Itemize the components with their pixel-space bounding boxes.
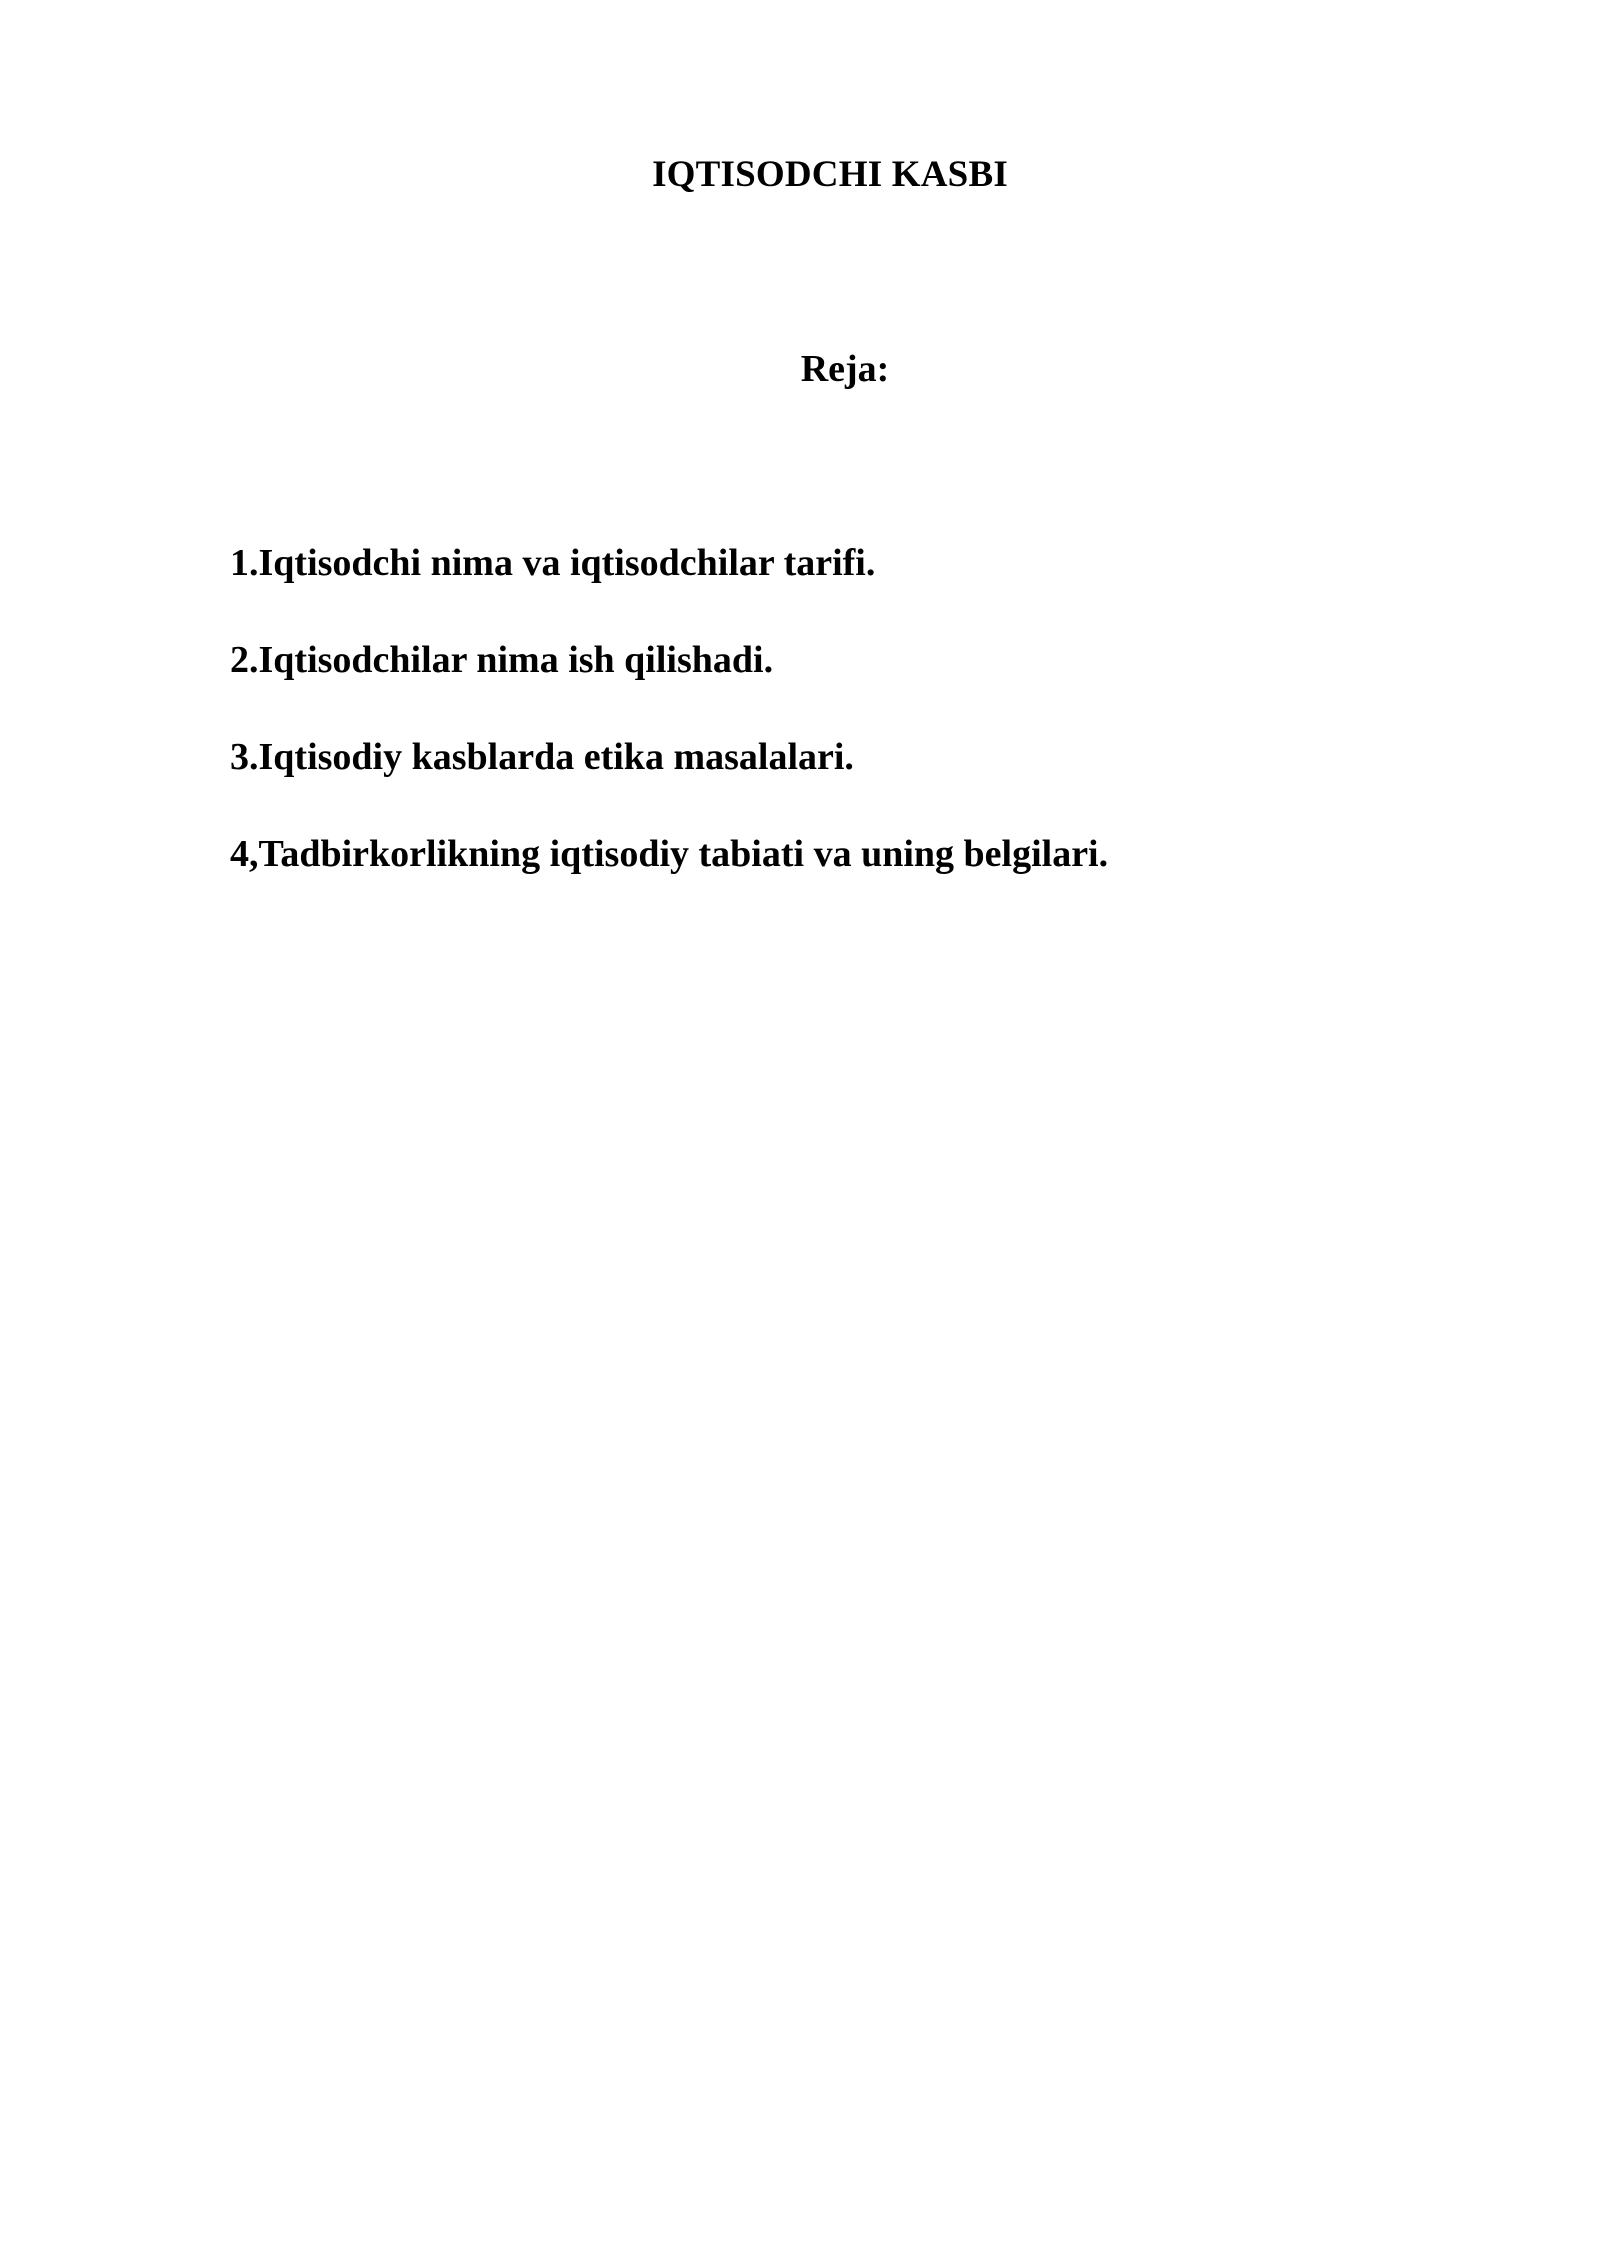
document-title: IQTISODCHI KASBI — [652, 154, 1008, 195]
plan-item-2: 2.Iqtisodchilar nima ish qilishadi. — [230, 639, 774, 681]
plan-list — [230, 538, 1430, 926]
plan-item-4: 4,Tadbirkorlikning iqtisodiy tabiati va uning belgilari. — [230, 833, 1109, 875]
plan-item-3: 3.Iqtisodiy kasblarda etika masalalari. — [230, 736, 854, 778]
plan-item-1: 1.Iqtisodchi nima va iqtisodchilar tarifi. — [230, 542, 876, 584]
plan-heading: Reja: — [800, 348, 890, 390]
